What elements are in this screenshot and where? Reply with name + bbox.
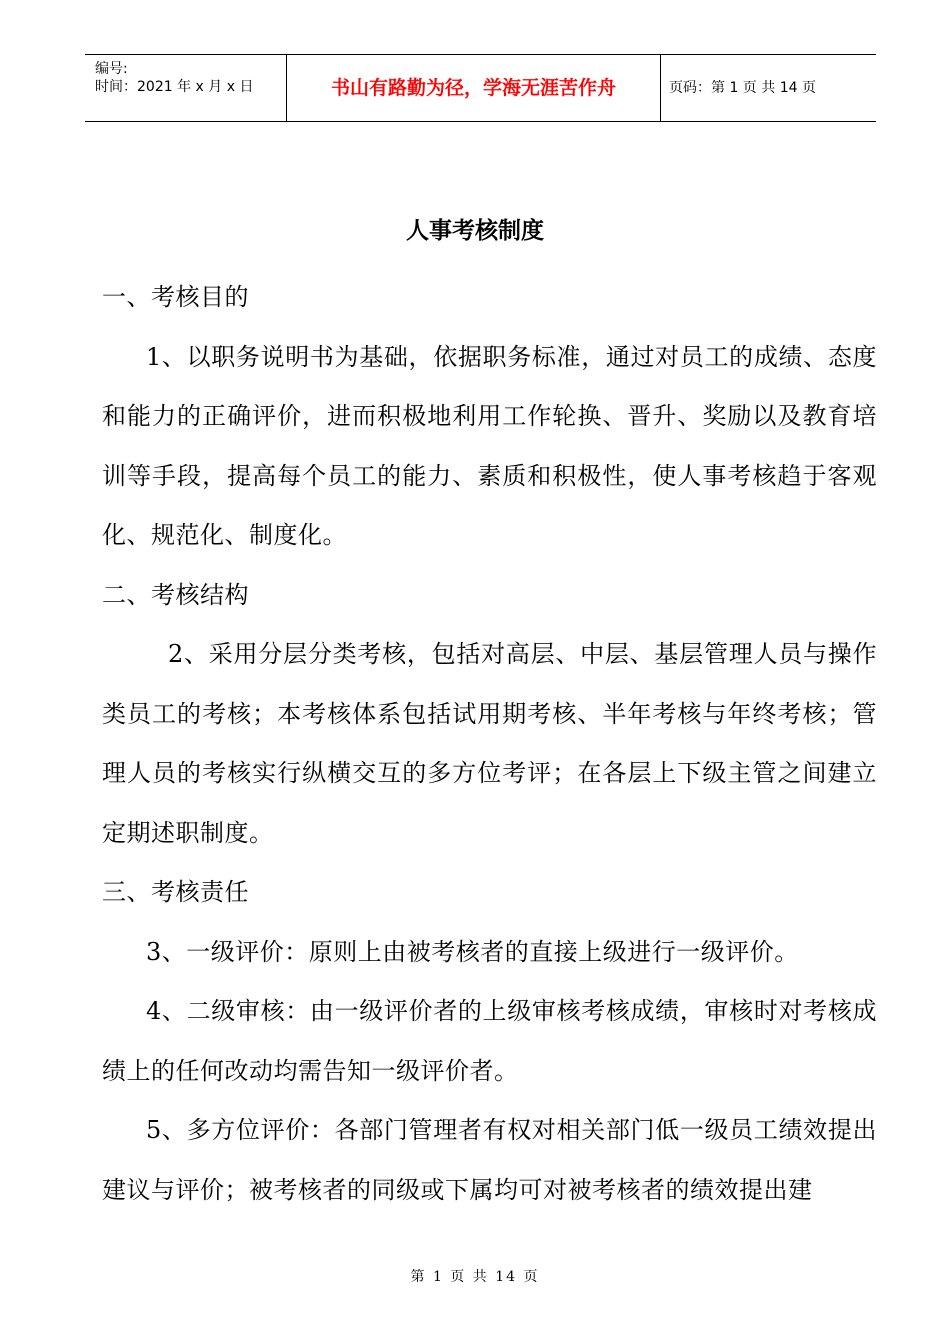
document-title: 人事考核制度 [406,217,544,244]
paragraph: 5、多方位评价：各部门管理者有权对相关部门低一级员工绩效提出建议与评价；被考核者的同级或下属均可对被考核者的绩效提出建 [102,1116,877,1204]
section-heading: 二、考核结构 [102,580,249,609]
document-number-label: 编号: [95,61,128,77]
section-heading: 三、考核责任 [102,878,249,906]
header-meta [95,60,285,96]
paragraph: 4、二级审核：由一级评价者的上级审核考核成绩，审核时对考核成绩上的任何改动均需告知一级评价者。 [102,997,877,1085]
document-body [102,268,877,1220]
section-heading: 一、考核目的 [102,283,249,311]
header-motto: 书山有路勤为径，学海无涯苦作舟 [330,77,616,99]
paragraph: 1、以职务说明书为基础，依据职务标准，通过对员工的成绩、态度和能力的正确评价，进而积极地利用工作轮换、晋升、奖励以及教育培训等手段，提高每个员工的能力、素质和积极性，使人事考核趋于客观化、规范化、制度化。 [102,342,877,549]
paragraph: 3、一级评价：原则上由被考核者的直接上级进行一级评价。 [146,937,799,966]
page-footer: 第 1 页 共 14 页 [410,1269,540,1285]
paragraph: 2、采用分层分类考核，包括对高层、中层、基层管理人员与操作类员工的考核；本考核体系包括试用期考核、半年考核与年终考核；管理人员的考核实行纵横交互的多方位考评；在各层上下级主管之间建立定期述职制度。 [102,640,877,847]
page-header [85,54,876,122]
header-divider [660,55,661,122]
header-page-info: 页码：第 1 页 共 14 页 [669,80,816,96]
document-date: 时间：2021 年 x 月 x 日 [95,79,254,95]
